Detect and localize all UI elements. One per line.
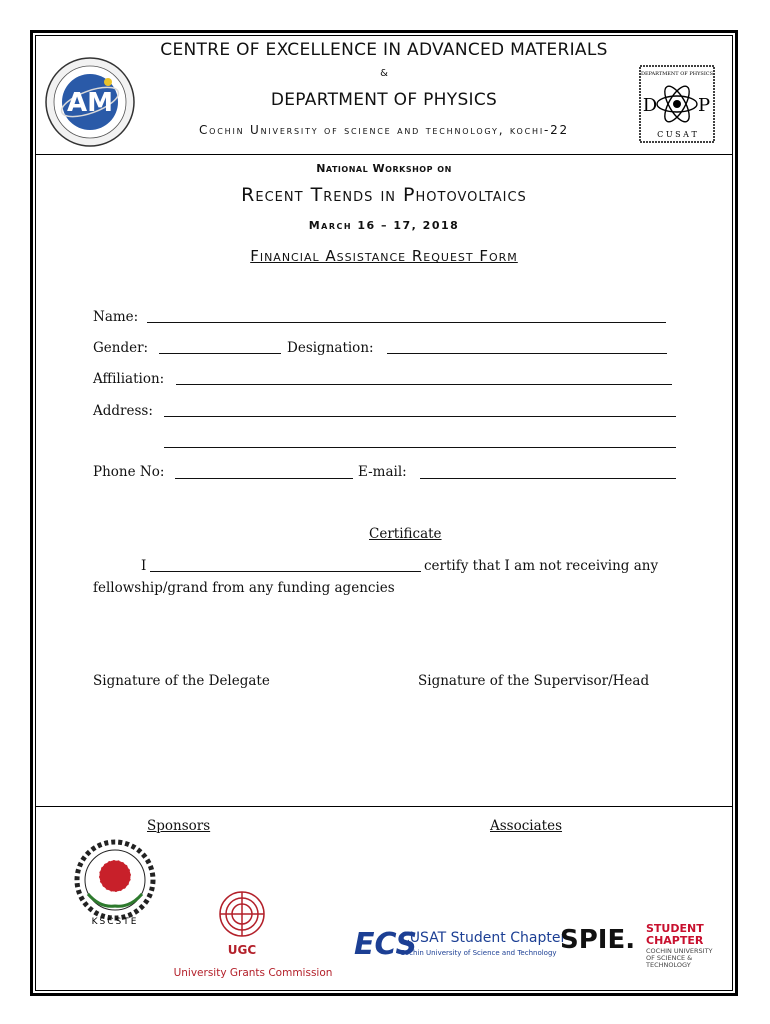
designation-label: Designation: <box>287 340 374 356</box>
ampersand: & <box>380 68 388 79</box>
email-field[interactable] <box>420 478 676 479</box>
certificate-title: Certificate <box>369 526 442 542</box>
institution-title: CENTRE OF EXCELLENCE IN ADVANCED MATERIALS <box>160 40 608 60</box>
address-field-line2[interactable] <box>164 447 676 448</box>
ecs-logo <box>354 922 567 964</box>
spie-logo <box>560 920 720 970</box>
university-name: Cochin University of science and technology, kochi-22 <box>198 123 569 137</box>
svg-text:DEPARTMENT OF PHYSICS: DEPARTMENT OF PHYSICS <box>640 71 714 77</box>
designation-field[interactable] <box>387 353 667 354</box>
phone-field[interactable] <box>175 478 353 479</box>
svg-text:CUSAT Student Chapter: CUSAT Student Chapter <box>400 930 567 946</box>
certificate-prefix: I <box>141 558 147 574</box>
address-label: Address: <box>93 403 153 419</box>
certificate-line1: certify that I am not receiving any <box>424 558 659 574</box>
svg-text:P: P <box>697 95 711 116</box>
svg-text:STUDENT: STUDENT <box>646 922 704 935</box>
workshop-title: Recent Trends in Photovoltaics <box>241 184 527 206</box>
footer-divider <box>35 806 733 807</box>
certificate-name-field[interactable] <box>150 571 421 572</box>
svg-text:Cochin University of Science a: Cochin University of Science and Technology <box>400 949 557 957</box>
address-field-line1[interactable] <box>164 416 676 417</box>
svg-text:CHAPTER: CHAPTER <box>646 934 704 947</box>
svg-text:University Grants Commission: University Grants Commission <box>173 967 333 979</box>
workshop-kicker: National Workshop on <box>316 162 452 175</box>
kscste-logo <box>70 836 160 928</box>
svg-text:TECHNOLOGY: TECHNOLOGY <box>646 961 691 969</box>
affiliation-field[interactable] <box>176 384 672 385</box>
name-field[interactable] <box>147 322 666 323</box>
svg-text:ECS: ECS <box>354 927 418 962</box>
svg-text:KSCSTE: KSCSTE <box>91 917 139 927</box>
email-label: E-mail: <box>358 464 407 480</box>
form-heading: Financial Assistance Request Form <box>250 247 518 265</box>
svg-text:AM: AM <box>67 88 113 118</box>
department-title: DEPARTMENT OF PHYSICS <box>270 90 498 110</box>
affiliation-label: Affiliation: <box>93 371 165 387</box>
gender-field[interactable] <box>159 353 281 354</box>
name-label: Name: <box>93 309 139 325</box>
sponsors-heading: Sponsors <box>147 818 211 834</box>
supervisor-signature: Signature of the Supervisor/Head <box>418 673 650 689</box>
phone-label: Phone No: <box>93 464 165 480</box>
gender-label: Gender: <box>93 340 149 356</box>
svg-text:UGC: UGC <box>227 943 257 957</box>
ugc-logo <box>173 888 333 982</box>
header-divider <box>35 154 733 155</box>
svg-text:COCHIN UNIVERSITY: COCHIN UNIVERSITY <box>646 947 713 955</box>
associates-heading: Associates <box>490 818 563 834</box>
svg-text:OF SCIENCE &: OF SCIENCE & <box>646 954 693 962</box>
delegate-signature: Signature of the Delegate <box>93 673 270 689</box>
certificate-line2: fellowship/grand from any funding agencies <box>93 580 395 596</box>
svg-text:C U S A T: C U S A T <box>657 130 697 139</box>
workshop-dates: March 16 – 17, 2018 <box>308 219 460 232</box>
svg-text:SPIE.: SPIE. <box>560 925 636 955</box>
svg-text:D: D <box>642 95 658 116</box>
